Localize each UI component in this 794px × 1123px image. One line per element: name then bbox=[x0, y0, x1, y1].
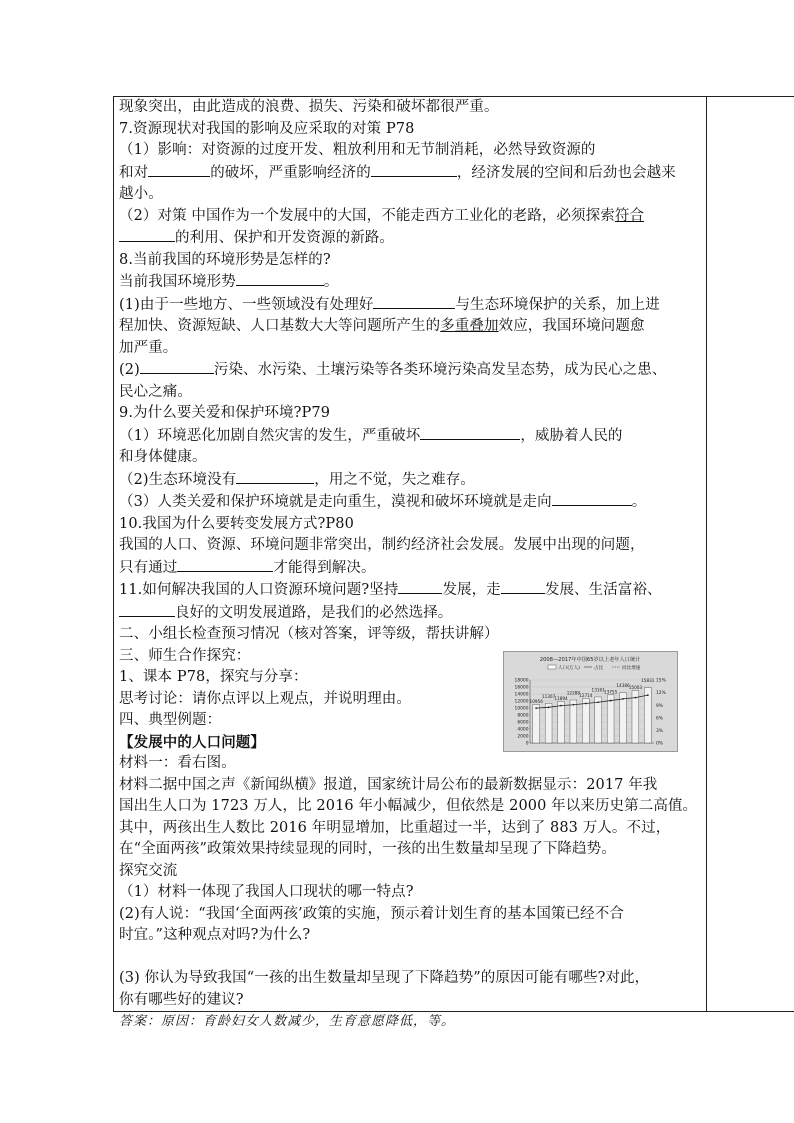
share-point bbox=[622, 698, 624, 700]
y2-tick-label: 9% bbox=[656, 703, 663, 709]
data-label: 14386 bbox=[616, 683, 630, 689]
answer-blank[interactable] bbox=[140, 359, 214, 374]
share-point bbox=[535, 707, 537, 709]
bar bbox=[620, 693, 627, 743]
share-point bbox=[647, 694, 649, 696]
data-label: 11894 bbox=[554, 695, 568, 701]
notes-column bbox=[706, 96, 794, 1012]
text-line: 的利用、保护和开发资源的新路。 bbox=[119, 227, 703, 250]
text-line: （1）环境恶化加剧自然灾害的发生，严重破坏 ，威胁着人民的 bbox=[119, 425, 703, 448]
answer-blank[interactable] bbox=[177, 557, 273, 572]
text-line: 越小。 bbox=[119, 186, 163, 202]
y-tick-label: 16000 bbox=[514, 685, 529, 691]
y-tick-label: 10000 bbox=[514, 706, 529, 712]
text-line: 和对 的破坏，严重影响经济的 ，经济发展的空间和后劲也会越来 bbox=[119, 162, 703, 185]
share-point bbox=[610, 700, 612, 702]
text-line: 时宜。”这种观点对吗?为什么? bbox=[119, 927, 311, 943]
text-line: (1)由于一些地方、一些领域没有处理好 与生态环境保护的关系，加上进 bbox=[119, 294, 703, 317]
share-point bbox=[635, 697, 637, 699]
y-tick-label: 2000 bbox=[517, 734, 529, 740]
text-line: 在“全面两孩”政策效果持续显现的同时，一孩的出生数量却呈现了下降趋势。 bbox=[119, 841, 616, 857]
text-line: 加严重。 bbox=[119, 339, 178, 356]
data-label: 13755 bbox=[603, 689, 618, 695]
y-tick-label: 8000 bbox=[517, 713, 529, 719]
answer-blank[interactable] bbox=[552, 491, 632, 506]
worksheet-content bbox=[119, 97, 703, 1033]
y-tick-label: 18000 bbox=[514, 678, 529, 684]
share-point bbox=[585, 703, 587, 705]
part-3-heading: 三、师生合作探究： bbox=[119, 647, 251, 664]
chart-svg bbox=[504, 652, 677, 751]
chart-title: 2008—2017年中国65岁以上老年人口统计 bbox=[539, 657, 641, 663]
text-line: 只有通过 才能得到解决。 bbox=[119, 557, 703, 580]
y-tick-label: 12000 bbox=[514, 699, 529, 705]
legend-entry: 占比 bbox=[594, 666, 604, 671]
legend-entry: 人口(万人) bbox=[558, 666, 580, 671]
bar bbox=[558, 701, 565, 743]
answer-blank[interactable] bbox=[371, 162, 457, 177]
data-label: 12714 bbox=[579, 693, 593, 699]
bar bbox=[595, 697, 602, 743]
question-2: (2)有人说：“我国‘全面两孩’政策的实施，预示着计划生育的基本国策已经不合 bbox=[119, 905, 624, 922]
question-3: (3) 你认为导致我国“一孩的出生数量却呈现了下降趋势”的原因可能有哪些?对此， bbox=[119, 970, 650, 986]
answer-blank[interactable] bbox=[398, 579, 442, 594]
bar bbox=[570, 700, 577, 743]
bar bbox=[533, 705, 540, 743]
text-line: 1、课本 P78，探究与分享： bbox=[119, 669, 308, 685]
text-line: 当前我国环境形势 。 bbox=[119, 271, 703, 294]
question-1: （1）材料一体现了我国人口现状的哪一特点? bbox=[119, 884, 414, 900]
data-label: 12288 bbox=[566, 690, 581, 696]
text-line: 思考讨论：请你点评以上观点，并说明理由。 bbox=[119, 690, 411, 707]
text-line: 国出生人口为 1723 万人，比 2016 年小幅减少，但依然是 2000 年以来历史第二高值。 bbox=[119, 798, 698, 814]
answer-blank[interactable] bbox=[501, 579, 545, 594]
share-point bbox=[573, 704, 575, 706]
bar bbox=[582, 699, 589, 743]
text-line: 民心之痛。 bbox=[119, 383, 192, 400]
text-line: (2) 污染、水污染、土壤污染等各类环境污染高发呈态势，成为民心之患、 bbox=[119, 359, 703, 382]
text-line: （3）人类关爱和保护环境就是走向重生，漠视和破坏环境就是走向 。 bbox=[119, 491, 703, 514]
share-point bbox=[597, 701, 599, 703]
text-line: 材料一：看右图。 bbox=[119, 755, 236, 771]
text-line: 我国的人口、资源、环境问题非常突出，制约经济社会发展。发展中出现的问题， bbox=[119, 537, 645, 553]
y2-tick-label: 12% bbox=[656, 691, 666, 697]
y2-tick-label: 6% bbox=[656, 716, 663, 722]
y-tick-label: 6000 bbox=[517, 720, 529, 726]
answer-blank[interactable] bbox=[148, 162, 210, 177]
elderly-population-chart bbox=[503, 651, 678, 752]
text-line: 11.如何解决我国的人口资源环境问题?坚持 发展，走 发展、生活富裕、 bbox=[119, 579, 703, 602]
text-line: 和身体健康。 bbox=[119, 449, 207, 465]
section-9-heading: 9.为什么要关爱和保护环境?P79 bbox=[119, 405, 331, 421]
topic-heading: 【发展中的人口问题】 bbox=[119, 733, 265, 751]
part-2-heading: 二、小组长检查预习情况（核对答案，评等级，帮扶讲解） bbox=[119, 626, 499, 642]
text-line: 良好的文明发展道路，是我们的必然选择。 bbox=[119, 602, 703, 625]
text-line: 程加快、资源短缺、人口基数大大等问题所产生的多重叠加效应，我国环境问题愈 bbox=[119, 318, 645, 334]
y2-tick-label: 0% bbox=[656, 741, 663, 747]
section-7-heading: 7.资源现状对我国的影响及应采取的对策 P78 bbox=[119, 120, 415, 137]
legend-entry: 同比增速 bbox=[622, 666, 641, 671]
answer-space[interactable] bbox=[119, 947, 703, 969]
text-line: （1）影响：对资源的过度开发、粗放利用和无节制消耗，必然导致资源的 bbox=[119, 142, 596, 158]
text-line: 其中，两孩出生人数比 2016 年明显增加，比重超过一半，达到了 883 万人。不过， bbox=[119, 819, 671, 836]
y2-tick-label: 15% bbox=[656, 678, 666, 684]
y-tick-label: 14000 bbox=[514, 692, 529, 698]
answer-blank[interactable] bbox=[236, 271, 324, 286]
data-label: 11307 bbox=[541, 693, 556, 699]
legend-swatch bbox=[548, 665, 556, 669]
text-line: （2）对策 中国作为一个发展中的大国，不能走西方工业化的老路，必须探索符合 bbox=[119, 207, 645, 224]
bar bbox=[607, 695, 614, 743]
y-tick-label: 0 bbox=[525, 741, 529, 747]
share-point bbox=[560, 705, 562, 707]
data-label: 10956 bbox=[529, 699, 543, 705]
y-tick-label: 4000 bbox=[517, 727, 529, 733]
answer-blank[interactable] bbox=[119, 602, 175, 617]
answer-blank[interactable] bbox=[373, 294, 455, 309]
section-8-heading: 8.当前我国的环境形势是怎样的? bbox=[119, 251, 331, 268]
data-label: 13161 bbox=[591, 687, 605, 693]
bar bbox=[545, 703, 552, 743]
share-point bbox=[548, 706, 550, 708]
discussion-heading: 探究交流 bbox=[119, 862, 178, 879]
data-label: 15831 bbox=[641, 678, 655, 684]
answer-blank[interactable] bbox=[236, 469, 314, 484]
y2-tick-label: 3% bbox=[656, 729, 663, 734]
text-line: 你有哪些好的建议? bbox=[119, 991, 244, 1008]
text-line: 现象突出，由此造成的浪费、损失、污染和破坏都很严重。 bbox=[119, 99, 499, 115]
answer-blank[interactable] bbox=[119, 227, 175, 242]
part-4-heading: 四、典型例题： bbox=[119, 712, 222, 728]
text-line: 材料二据中国之声《新闻纵横》报道，国家统计局公布的最新数据显示：2017 年我 bbox=[119, 776, 658, 793]
chart-legend bbox=[548, 664, 641, 671]
answer-blank[interactable] bbox=[420, 425, 520, 440]
text-line: （2)生态环境没有 ，用之不觉，失之难存。 bbox=[119, 469, 703, 492]
data-label: 15003 bbox=[628, 684, 643, 690]
handwritten-answer: 答案：原因：育龄妇女人数减少，生育意愿降低，等。 bbox=[119, 1014, 456, 1029]
section-10-heading: 10.我国为什么要转变发展方式?P80 bbox=[119, 515, 354, 532]
